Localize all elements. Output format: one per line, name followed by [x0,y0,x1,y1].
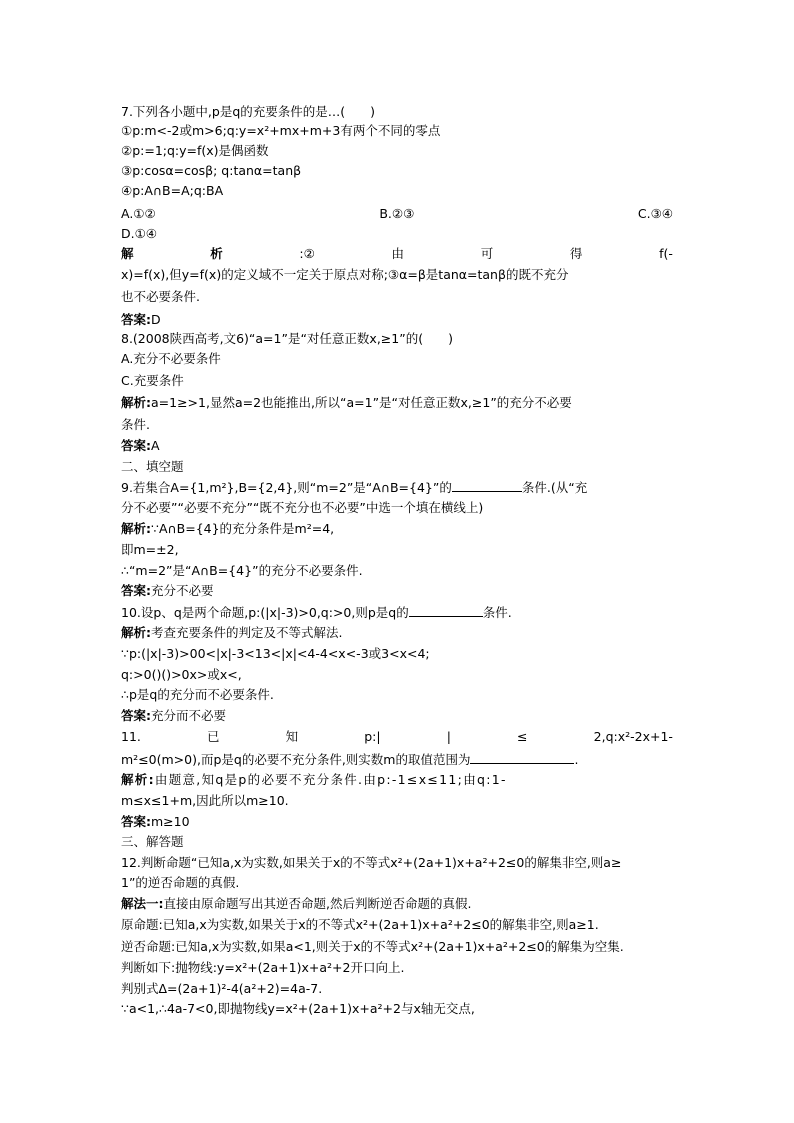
q7-option-4: ④p:A∩B=A;q:BA [121,183,224,198]
q7-analysis-line-3: 也不必要条件. [121,289,200,304]
answer-label: 答案: [121,708,151,723]
analysis-text: a=1≥>1,显然a=2也能推出,所以“a=1”是“对任意正数x,≥1”的充分不必要 [151,395,572,410]
q9-stem-line-2: 分不必要”“必要不充分”“既不充分也不必要”中选一个填在横线上) [121,500,484,515]
q7-choice-c: C.③④ [637,206,673,221]
q11-stem-word: ≤ [517,729,528,744]
q10-stem [121,603,673,622]
q8-answer [121,437,673,455]
analysis-label: 解析: [121,521,151,536]
method-label: 解法一: [121,896,164,911]
q11-stem-word: p:| [364,729,381,744]
section-heading-solve: 三、解答题 [121,834,184,849]
q11-analysis-line-2: m≤x≤1+m,因此所以m≥10. [121,793,289,808]
q12-method-line [121,895,673,913]
analysis-text: ∵A∩B={4}的充分条件是m²=4, [151,521,335,536]
q7-choice-a: A.①② [121,206,156,221]
q7-answer [121,311,673,329]
q11-stem-line-1 [121,728,673,746]
q11-stem-word: 2,q:x²-2x+1- [593,729,673,744]
q12-stem-line-1: 12.判断命题“已知a,x为实数,如果关于x的不等式x²+(2a+1)x+a²+2≤0的解集非空,则a≥ [121,855,622,870]
answer-blank [409,603,483,617]
analysis-text: 由题意,知q是p的必要不充分条件.由p:-1≤x≤11;由q:1- [154,772,507,787]
q12-conclusion: ∵a<1,∴4a-7<0,即抛物线y=x²+(2a+1)x+a²+2与x轴无交点, [121,1001,475,1016]
answer-value: A [151,438,160,453]
q9-answer [121,582,673,600]
analysis-label: 解析: [121,395,151,410]
answer-value: 充分不必要 [151,583,214,598]
q7-analysis-word: f(- [659,246,673,261]
q11-stem-text: m²≤0(m>0),而p是q的必要不充分条件,则实数m的取值范围为 [121,752,471,767]
q10-stem-text: 10.设p、q是两个命题,p:(|x|-3)>0,q:>0,则p是q的 [121,605,409,620]
q10-answer [121,707,673,725]
section-heading-fill-in: 二、填空题 [121,459,184,474]
q7-analysis-word: 由 [391,246,405,261]
q7-choice-d: D.①④ [121,226,158,241]
q8-stem: 8.(2008陕西高考,文6)“a=1”是“对任意正数x,≥1”的( ) [121,331,453,346]
q9-analysis-line-3: ∴“m=2”是“A∩B={4}”的充分不必要条件. [121,563,363,578]
q8-choice-a: A.充分不必要条件 [121,351,221,366]
answer-label: 答案: [121,312,151,327]
q9-stem-line-1 [121,478,673,497]
q7-analysis-word: 解 [121,246,134,261]
q10-analysis-line-4: ∴p是q的充分而不必要条件. [121,687,274,702]
answer-label: 答案: [121,583,151,598]
q11-answer [121,813,673,831]
method-text: 直接由原命题写出其逆否命题,然后判断逆否命题的真假. [163,896,472,911]
q10-analysis-line-1 [121,624,673,642]
q10-analysis-line-2: ∵p:(|x|-3)>00<|x|-3<13<|x|<4-4<x<-3或3<x<4; [121,646,430,661]
q7-option-3: ③p:cosα=cosβ; q:tanα=tanβ [121,163,302,178]
q7-analysis-word: :② [299,246,315,261]
q11-stem-word: 11. [121,729,141,744]
answer-value: 充分而不必要 [151,708,227,723]
answer-value: D [151,312,161,327]
q10-stem-text: 条件. [482,605,512,620]
q12-contrapositive: 逆否命题:已知a,x为实数,如果a<1,则关于x的不等式x²+(2a+1)x+a²+2≤0的解集为空集. [121,939,624,954]
q7-choices-row [121,205,673,223]
q7-analysis-line-1 [121,245,673,263]
q7-choice-b: B.②③ [379,206,415,221]
q11-stem-word: 已 [207,729,220,744]
q7-option-1: ①p:m<-2或m>6;q:y=x²+mx+m+3有两个不同的零点 [121,123,441,138]
q12-discriminant: 判别式Δ=(2a+1)²-4(a²+2)=4a-7. [121,981,323,996]
q7-analysis-word: 得 [569,246,583,261]
answer-value: m≥10 [151,814,190,829]
q8-analysis-line-1 [121,394,673,412]
q9-analysis-line-1 [121,520,673,538]
q11-stem-word: 知 [285,729,299,744]
answer-blank [470,750,574,764]
analysis-label: 解析: [121,772,155,787]
q9-stem-text: 9.若集合A={1,m²},B={2,4},则“m=2”是“A∩B={4}”的 [121,480,452,495]
q8-choice-c: C.充要条件 [121,373,184,388]
q8-analysis-line-2: 条件. [121,417,150,432]
q7-analysis-word: 析 [210,246,223,261]
q7-stem: 7.下列各小题中,p是q的充要条件的是…( ) [121,104,376,119]
q11-stem-word: | [446,729,451,744]
q11-analysis-line-1 [121,771,673,789]
q9-analysis-line-2: 即m=±2, [121,542,179,557]
q7-option-2: ②p:=1;q:y=f(x)是偶函数 [121,143,269,158]
q11-stem-text: . [574,752,579,767]
q7-analysis-word: 可 [480,246,494,261]
q12-stem-line-2: 1”的逆否命题的真假. [121,875,240,890]
answer-blank [452,478,522,492]
q9-stem-text: 条件.(从“充 [521,480,588,495]
q12-original-proposition: 原命题:已知a,x为实数,如果关于x的不等式x²+(2a+1)x+a²+2≤0的解集非空,则a≥1. [121,917,599,932]
analysis-text: 考查充要条件的判定及不等式解法. [151,625,343,640]
q12-judgment: 判断如下:抛物线:y=x²+(2a+1)x+a²+2开口向上. [121,960,405,975]
answer-label: 答案: [121,438,151,453]
analysis-label: 解析: [121,625,151,640]
q7-analysis-line-2: x)=f(x),但y=f(x)的定义域不一定关于原点对称;③α=β是tanα=tanβ的既不充分 [121,267,569,282]
q11-stem-line-2 [121,750,673,769]
answer-label: 答案: [121,814,151,829]
q10-analysis-line-3: q:>0()()>0x>或x<, [121,667,242,682]
